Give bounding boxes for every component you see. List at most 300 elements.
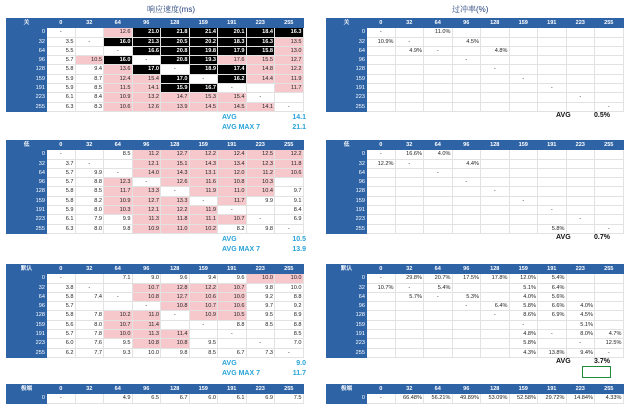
data-cell[interactable]: 7.4 [75,292,104,301]
data-cell[interactable] [367,302,396,311]
data-cell[interactable]: 11.9 [275,74,304,83]
data-cell[interactable]: 11.9 [189,187,218,196]
data-cell[interactable]: - [367,394,396,403]
data-cell[interactable]: 11.6 [189,178,218,187]
data-cell[interactable]: 9.5 [104,339,133,348]
data-cell[interactable] [566,168,595,177]
data-cell[interactable]: 7.7 [75,348,104,357]
data-cell[interactable]: - [566,339,595,348]
data-cell[interactable] [246,206,275,215]
data-cell[interactable]: 15.4 [218,93,247,102]
data-cell[interactable]: - [538,84,567,93]
data-cell[interactable]: 9.1 [275,196,304,205]
data-cell[interactable]: 10.7 [104,320,133,329]
data-cell[interactable] [424,65,453,74]
data-cell[interactable] [509,215,538,224]
data-cell[interactable]: 10.2 [104,311,133,320]
data-cell[interactable] [595,178,624,187]
data-cell[interactable] [595,215,624,224]
data-cell[interactable]: 5.7 [47,168,76,177]
data-cell[interactable]: 8.0 [75,320,104,329]
selected-cell[interactable] [582,366,611,378]
data-cell[interactable]: 12.0 [218,168,247,177]
data-cell[interactable] [595,168,624,177]
data-cell[interactable]: 10.0 [275,274,304,283]
data-cell[interactable]: 10.0 [275,283,304,292]
data-cell[interactable]: 5.9 [47,206,76,215]
data-cell[interactable] [509,102,538,111]
data-cell[interactable]: 7.6 [75,339,104,348]
data-cell[interactable]: - [452,302,481,311]
data-cell[interactable] [452,206,481,215]
data-cell[interactable]: 12.1 [132,159,161,168]
data-cell[interactable]: 13.4 [218,159,247,168]
data-cell[interactable]: 13.5 [275,37,304,46]
data-cell[interactable] [481,84,510,93]
data-cell[interactable]: 14.5 [189,102,218,111]
data-cell[interactable] [509,206,538,215]
data-cell[interactable]: 5.4% [424,283,453,292]
data-cell[interactable] [509,159,538,168]
data-cell[interactable] [481,339,510,348]
data-cell[interactable] [367,348,396,357]
data-cell[interactable]: 6.2 [47,348,76,357]
data-cell[interactable]: 12.2% [367,159,396,168]
data-cell[interactable]: 5.8 [47,196,76,205]
data-cell[interactable]: - [481,187,510,196]
data-cell[interactable]: 13.2 [132,93,161,102]
data-cell[interactable]: 9.8 [246,283,275,292]
data-cell[interactable] [509,168,538,177]
data-cell[interactable]: 11.0 [161,224,190,233]
data-cell[interactable]: 3.5 [47,37,76,46]
data-cell[interactable]: 10.7 [132,283,161,292]
data-cell[interactable] [424,178,453,187]
data-cell[interactable]: 13.9 [161,102,190,111]
data-cell[interactable] [509,178,538,187]
data-cell[interactable]: 17.4 [218,65,247,74]
data-cell[interactable]: 9.8 [104,224,133,233]
data-cell[interactable] [566,206,595,215]
data-cell[interactable]: - [189,74,218,83]
data-cell[interactable]: 3.7 [47,159,76,168]
data-cell[interactable]: 20.2 [189,37,218,46]
data-cell[interactable]: 12.3 [104,178,133,187]
data-cell[interactable]: 9.6 [218,274,247,283]
data-cell[interactable]: 8.5 [275,330,304,339]
data-cell[interactable]: 16.6 [132,46,161,55]
data-cell[interactable]: 29.72% [538,394,567,403]
data-cell[interactable] [509,224,538,233]
data-cell[interactable]: 11.0% [424,28,453,37]
data-cell[interactable]: 10.0 [132,348,161,357]
data-cell[interactable] [566,102,595,111]
data-cell[interactable]: 12.7 [161,292,190,301]
data-cell[interactable] [509,150,538,159]
data-cell[interactable]: - [75,37,104,46]
data-cell[interactable]: 12.0% [509,274,538,283]
data-cell[interactable]: 12.4 [218,150,247,159]
data-cell[interactable]: - [595,102,624,111]
data-cell[interactable]: 11.5 [104,84,133,93]
data-cell[interactable]: 17.9 [218,46,247,55]
data-cell[interactable] [424,311,453,320]
data-cell[interactable] [424,339,453,348]
data-cell[interactable] [481,28,510,37]
data-cell[interactable]: 9.5 [246,311,275,320]
data-cell[interactable]: 8.8 [275,320,304,329]
data-cell[interactable] [367,93,396,102]
data-cell[interactable]: 11.2 [246,168,275,177]
data-cell[interactable]: - [367,28,396,37]
data-cell[interactable]: 12.2 [161,206,190,215]
data-cell[interactable] [367,187,396,196]
data-cell[interactable] [395,187,424,196]
data-cell[interactable]: 9.6 [161,274,190,283]
data-cell[interactable]: 11.4 [132,320,161,329]
data-cell[interactable]: 49.89% [452,394,481,403]
data-cell[interactable] [367,196,396,205]
data-cell[interactable]: 9.7 [275,187,304,196]
data-cell[interactable]: 9.4 [189,274,218,283]
data-cell[interactable] [595,93,624,102]
data-cell[interactable]: 21.0 [132,28,161,37]
data-cell[interactable]: 8.5 [189,348,218,357]
data-cell[interactable] [75,46,104,55]
data-cell[interactable] [367,178,396,187]
data-cell[interactable] [566,224,595,233]
data-cell[interactable] [395,178,424,187]
data-cell[interactable]: 4.5% [566,311,595,320]
data-cell[interactable] [595,65,624,74]
data-cell[interactable]: 16.3 [246,37,275,46]
data-cell[interactable] [424,320,453,329]
data-cell[interactable]: 12.5 [246,150,275,159]
data-cell[interactable]: 15.3 [189,93,218,102]
data-cell[interactable]: 14.1 [246,102,275,111]
data-cell[interactable]: 4.0% [424,150,453,159]
data-cell[interactable]: - [218,330,247,339]
data-cell[interactable]: 10.8 [161,302,190,311]
data-cell[interactable]: 8.5 [75,84,104,93]
data-cell[interactable]: 11.7 [275,84,304,93]
data-cell[interactable] [395,28,424,37]
data-cell[interactable]: 12.7 [161,150,190,159]
data-cell[interactable]: 12.2 [275,150,304,159]
data-cell[interactable]: 12.6 [104,28,133,37]
data-cell[interactable] [509,46,538,55]
data-cell[interactable]: 5.9 [47,84,76,93]
data-cell[interactable]: - [509,320,538,329]
data-cell[interactable]: 9.4% [566,348,595,357]
data-cell[interactable] [595,274,624,283]
data-cell[interactable] [395,224,424,233]
data-cell[interactable]: 9.3 [104,348,133,357]
data-cell[interactable]: 5.7 [47,56,76,65]
data-cell[interactable]: 7.3 [246,348,275,357]
data-cell[interactable] [481,150,510,159]
data-cell[interactable] [104,302,133,311]
data-cell[interactable] [538,93,567,102]
data-cell[interactable]: - [452,178,481,187]
data-cell[interactable]: 17.5% [452,274,481,283]
data-cell[interactable] [538,28,567,37]
data-cell[interactable] [566,178,595,187]
data-cell[interactable]: 8.0 [75,206,104,215]
data-cell[interactable]: 13.8% [538,348,567,357]
data-cell[interactable] [566,187,595,196]
data-cell[interactable]: - [161,311,190,320]
data-cell[interactable]: 6.1 [218,394,247,403]
data-cell[interactable]: 11.0 [218,187,247,196]
data-cell[interactable]: 10.0 [104,330,133,339]
data-cell[interactable]: 18.9 [189,65,218,74]
data-cell[interactable]: - [509,74,538,83]
data-cell[interactable]: 12.6 [132,102,161,111]
data-cell[interactable] [566,292,595,301]
data-cell[interactable]: 17.6 [218,56,247,65]
data-cell[interactable] [367,74,396,83]
data-cell[interactable]: - [538,330,567,339]
data-cell[interactable] [566,84,595,93]
data-cell[interactable]: 8.8 [75,178,104,187]
data-cell[interactable] [424,348,453,357]
data-cell[interactable] [481,320,510,329]
data-cell[interactable]: 5.8 [47,187,76,196]
data-cell[interactable] [481,37,510,46]
data-cell[interactable] [595,302,624,311]
data-cell[interactable]: 5.7 [47,330,76,339]
data-cell[interactable]: 13.6 [104,65,133,74]
data-cell[interactable] [104,159,133,168]
data-cell[interactable] [75,302,104,311]
data-cell[interactable] [367,330,396,339]
data-cell[interactable]: - [395,159,424,168]
data-cell[interactable]: - [47,28,76,37]
data-cell[interactable] [509,93,538,102]
data-cell[interactable]: 14.7 [161,93,190,102]
data-cell[interactable]: 5.6 [47,320,76,329]
data-cell[interactable] [481,168,510,177]
data-cell[interactable]: 11.2 [132,150,161,159]
data-cell[interactable] [395,311,424,320]
data-cell[interactable] [452,348,481,357]
data-cell[interactable] [452,150,481,159]
data-cell[interactable] [367,320,396,329]
data-cell[interactable] [424,56,453,65]
data-cell[interactable] [538,159,567,168]
data-cell[interactable]: 5.8% [538,224,567,233]
data-cell[interactable]: 13.3 [161,196,190,205]
data-cell[interactable]: 5.7% [395,292,424,301]
data-cell[interactable] [452,196,481,205]
data-cell[interactable]: - [424,46,453,55]
data-cell[interactable]: 6.4% [481,302,510,311]
data-cell[interactable]: 16.0 [104,56,133,65]
data-cell[interactable]: 5.7 [47,302,76,311]
data-cell[interactable] [452,224,481,233]
data-cell[interactable] [509,56,538,65]
data-cell[interactable]: 15.1 [161,159,190,168]
data-cell[interactable]: - [132,178,161,187]
data-cell[interactable]: 10.5 [75,56,104,65]
data-cell[interactable]: 14.3 [161,168,190,177]
data-cell[interactable]: 5.9 [47,74,76,83]
data-cell[interactable]: 6.5 [132,394,161,403]
data-cell[interactable] [275,93,304,102]
data-cell[interactable]: 8.2 [75,196,104,205]
data-cell[interactable]: 12.8 [161,283,190,292]
data-cell[interactable] [395,206,424,215]
data-cell[interactable]: - [161,187,190,196]
data-cell[interactable]: 11.9 [189,206,218,215]
data-cell[interactable]: 12.2 [189,150,218,159]
data-cell[interactable] [595,320,624,329]
data-cell[interactable]: 8.4 [275,206,304,215]
data-cell[interactable]: 10.9 [189,311,218,320]
data-cell[interactable] [367,215,396,224]
data-cell[interactable]: 16.6% [395,150,424,159]
data-cell[interactable]: 16.0 [104,37,133,46]
data-cell[interactable] [161,320,190,329]
data-cell[interactable] [367,224,396,233]
data-cell[interactable]: 56.21% [424,394,453,403]
data-cell[interactable] [452,74,481,83]
data-cell[interactable] [566,274,595,283]
data-cell[interactable]: 10.4 [246,187,275,196]
data-cell[interactable] [424,196,453,205]
data-cell[interactable] [538,46,567,55]
data-cell[interactable] [367,339,396,348]
data-cell[interactable] [481,178,510,187]
data-cell[interactable]: 12.2 [189,283,218,292]
data-cell[interactable]: 10.7% [367,283,396,292]
data-cell[interactable]: 20.8 [161,46,190,55]
data-cell[interactable]: 11.7 [104,187,133,196]
data-cell[interactable]: 8.3 [75,102,104,111]
data-cell[interactable]: 20.5 [161,37,190,46]
data-cell[interactable]: 6.9 [275,215,304,224]
data-cell[interactable] [452,283,481,292]
data-cell[interactable]: 10.8 [132,292,161,301]
data-cell[interactable]: 13.0 [275,46,304,55]
data-cell[interactable]: 10.9% [367,37,396,46]
data-cell[interactable]: 4.0% [566,302,595,311]
data-cell[interactable] [566,159,595,168]
data-cell[interactable]: 6.7 [161,394,190,403]
data-cell[interactable]: - [509,196,538,205]
data-cell[interactable]: 10.5 [218,311,247,320]
data-cell[interactable] [509,37,538,46]
data-cell[interactable]: 12.4 [104,74,133,83]
data-cell[interactable]: 9.2 [246,292,275,301]
data-cell[interactable] [595,28,624,37]
data-cell[interactable] [538,215,567,224]
data-cell[interactable]: 12.7 [275,56,304,65]
data-cell[interactable] [452,102,481,111]
data-cell[interactable]: 9.7 [246,302,275,311]
data-cell[interactable] [395,320,424,329]
data-cell[interactable]: 7.0 [275,339,304,348]
data-cell[interactable] [595,159,624,168]
data-cell[interactable]: - [275,224,304,233]
data-cell[interactable] [424,102,453,111]
data-cell[interactable] [595,150,624,159]
data-cell[interactable]: 7.1 [104,274,133,283]
data-cell[interactable] [566,46,595,55]
data-cell[interactable]: 11.3 [132,215,161,224]
data-cell[interactable] [538,178,567,187]
data-cell[interactable] [367,311,396,320]
data-cell[interactable]: 17.8% [481,274,510,283]
data-cell[interactable] [218,339,247,348]
data-cell[interactable]: - [395,283,424,292]
data-cell[interactable] [595,84,624,93]
data-cell[interactable] [367,65,396,74]
data-cell[interactable] [452,46,481,55]
data-cell[interactable]: - [132,56,161,65]
data-cell[interactable] [452,215,481,224]
data-cell[interactable] [566,56,595,65]
data-cell[interactable]: 4.0% [509,292,538,301]
data-cell[interactable] [481,196,510,205]
data-cell[interactable] [395,168,424,177]
data-cell[interactable]: 7.9 [75,215,104,224]
data-cell[interactable] [452,320,481,329]
data-cell[interactable] [595,196,624,205]
data-cell[interactable]: - [75,159,104,168]
data-cell[interactable] [424,187,453,196]
data-cell[interactable] [595,292,624,301]
data-cell[interactable] [538,56,567,65]
data-cell[interactable]: 10.8 [161,339,190,348]
data-cell[interactable] [538,168,567,177]
data-cell[interactable] [395,339,424,348]
data-cell[interactable] [595,56,624,65]
data-cell[interactable] [367,102,396,111]
data-cell[interactable]: 5.1% [509,283,538,292]
data-cell[interactable] [481,93,510,102]
data-cell[interactable]: 66.48% [395,394,424,403]
data-cell[interactable]: 4.8% [481,46,510,55]
data-cell[interactable] [509,84,538,93]
data-cell[interactable] [395,56,424,65]
data-cell[interactable]: 10.8 [218,178,247,187]
data-cell[interactable]: 20.1 [218,28,247,37]
data-cell[interactable]: 11.8 [161,215,190,224]
data-cell[interactable]: 10.6 [104,102,133,111]
data-cell[interactable]: - [189,196,218,205]
data-cell[interactable]: - [538,206,567,215]
data-cell[interactable]: 16.3 [275,28,304,37]
data-cell[interactable] [367,56,396,65]
data-cell[interactable]: 16.7 [189,84,218,93]
data-cell[interactable] [595,206,624,215]
data-cell[interactable]: 12.6 [161,178,190,187]
data-cell[interactable] [424,215,453,224]
data-cell[interactable] [481,206,510,215]
data-cell[interactable]: 17.0 [161,74,190,83]
data-cell[interactable]: 5.4% [538,274,567,283]
data-cell[interactable]: 6.1 [47,215,76,224]
data-cell[interactable] [595,74,624,83]
data-cell[interactable] [246,330,275,339]
data-cell[interactable]: 8.8 [218,320,247,329]
data-cell[interactable]: - [566,93,595,102]
data-cell[interactable] [538,196,567,205]
data-cell[interactable] [395,65,424,74]
data-cell[interactable]: 10.9 [104,93,133,102]
